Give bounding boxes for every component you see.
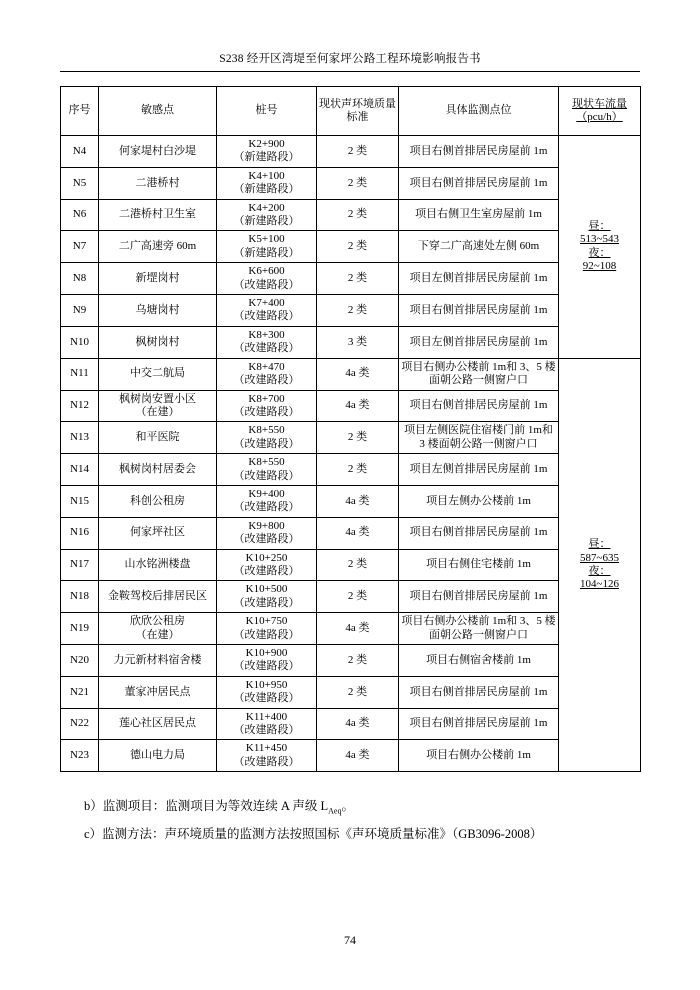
cell-point: 项目左侧首排居民房屋前 1m — [399, 326, 559, 358]
cell-standard: 4a 类 — [317, 390, 399, 422]
traffic-flow-day-label: 昼： — [588, 220, 611, 233]
note-c: c）监测方法：声环境质量的监测方法按照国标《声环境质量标准》（GB3096-2008） — [84, 826, 543, 841]
cell-standard: 2 类 — [317, 263, 399, 295]
cell-pile: K10+950 （改建路段） — [217, 676, 317, 708]
cell-seq: N16 — [61, 517, 99, 549]
table-row — [61, 613, 641, 645]
table-header-row — [61, 87, 641, 136]
cell-standard: 2 类 — [317, 676, 399, 708]
column-header-flow — [559, 87, 641, 136]
cell-pile: K9+400 （改建路段） — [217, 485, 317, 517]
column-header-point — [399, 87, 559, 136]
cell-standard: 4a 类 — [317, 358, 399, 390]
cell-pile: K5+100 （新建路段） — [217, 231, 317, 263]
page-header — [60, 50, 640, 71]
cell-name: 科创公租房 — [99, 485, 217, 517]
cell-point: 项目左侧首排居民房屋前 1m — [399, 263, 559, 295]
cell-name: 枫树岗村居委会 — [99, 454, 217, 486]
table-row — [61, 199, 641, 231]
table-row — [61, 454, 641, 486]
traffic-flow-night-value: 92~108 — [582, 260, 617, 273]
column-header-seq — [61, 87, 99, 136]
cell-seq: N4 — [61, 136, 99, 168]
column-header-standard-label: 现状声环境质量标准 — [319, 97, 396, 123]
table-row — [61, 581, 641, 613]
cell-seq: N15 — [61, 485, 99, 517]
table-row — [61, 740, 641, 772]
cell-seq: N14 — [61, 454, 99, 486]
traffic-flow-day-label: 昼： — [588, 538, 611, 551]
cell-seq: N13 — [61, 422, 99, 454]
cell-pile: K2+900 （新建路段） — [217, 136, 317, 168]
page-number: 74 — [344, 933, 356, 947]
cell-seq: N10 — [61, 326, 99, 358]
table-row — [61, 326, 641, 358]
cell-point: 项目右侧首排居民房屋前 1m — [399, 136, 559, 168]
cell-seq: N5 — [61, 167, 99, 199]
cell-pile: K10+750 （改建路段） — [217, 613, 317, 645]
cell-point: 项目右侧办公楼前 1m — [399, 740, 559, 772]
cell-name: 新堽岗村 — [99, 263, 217, 295]
cell-pile: K8+550 （改建路段） — [217, 422, 317, 454]
cell-standard: 2 类 — [317, 199, 399, 231]
cell-pile: K10+900 （改建路段） — [217, 645, 317, 677]
cell-seq: N7 — [61, 231, 99, 263]
cell-name: 山水铭洲楼盘 — [99, 549, 217, 581]
cell-pile: K8+470 （改建路段） — [217, 358, 317, 390]
traffic-flow-day-value: 513~543 — [580, 233, 619, 246]
cell-pile: K4+100 （新建路段） — [217, 167, 317, 199]
table-row — [61, 263, 641, 295]
cell-point: 项目右侧首排居民房屋前 1m — [399, 517, 559, 549]
cell-seq: N23 — [61, 740, 99, 772]
note-b-pre: b）监测项目：监测项目为等效连续 A 声级 L — [84, 799, 329, 814]
cell-standard: 4a 类 — [317, 517, 399, 549]
cell-seq: N6 — [61, 199, 99, 231]
cell-name: 力元新材料宿舍楼 — [99, 645, 217, 677]
cell-name: 中交二航局 — [99, 358, 217, 390]
cell-seq: N11 — [61, 358, 99, 390]
cell-seq: N22 — [61, 708, 99, 740]
table-row — [61, 485, 641, 517]
header-divider — [60, 71, 640, 72]
table-row — [61, 676, 641, 708]
cell-traffic-flow — [559, 358, 641, 772]
table-row — [61, 549, 641, 581]
cell-standard: 2 类 — [317, 645, 399, 677]
column-header-pile-label: 桩号 — [255, 104, 278, 117]
cell-pile: K9+800 （改建路段） — [217, 517, 317, 549]
cell-point: 项目右侧住宅楼前 1m — [399, 549, 559, 581]
cell-seq: N21 — [61, 676, 99, 708]
cell-point: 项目右侧办公楼前 1m和 3、5 楼面朝公路一侧窗户口 — [399, 358, 559, 390]
column-header-flow-label: 现状车流量（pcu/h） — [572, 97, 627, 123]
notes-section — [60, 794, 640, 847]
column-header-name — [99, 87, 217, 136]
cell-pile: K11+400 （改建路段） — [217, 708, 317, 740]
cell-seq: N19 — [61, 613, 99, 645]
traffic-flow-night-label: 夜： — [588, 564, 611, 577]
cell-pile: K8+300 （改建路段） — [217, 326, 317, 358]
cell-point: 项目右侧宿舍楼前 1m — [399, 645, 559, 677]
cell-pile: K10+250 （改建路段） — [217, 549, 317, 581]
cell-seq: N9 — [61, 295, 99, 327]
cell-point: 项目左侧首排居民房屋前 1m — [399, 454, 559, 486]
cell-pile: K7+400 （改建路段） — [217, 295, 317, 327]
cell-point: 下穿二广高速处左侧 60m — [399, 231, 559, 263]
column-header-pile — [217, 87, 317, 136]
column-header-name-label: 敏感点 — [141, 104, 174, 117]
cell-name: 何家坪社区 — [99, 517, 217, 549]
cell-standard: 2 类 — [317, 454, 399, 486]
table-row — [61, 517, 641, 549]
cell-point: 项目右侧首排居民房屋前 1m — [399, 390, 559, 422]
table-row — [61, 136, 641, 168]
cell-point: 项目左侧医院住宿楼门前 1m和 3 楼面朝公路一侧窗户口 — [399, 422, 559, 454]
cell-name: 二广高速旁 60m — [99, 231, 217, 263]
cell-standard: 4a 类 — [317, 613, 399, 645]
sensitive-points-table — [60, 86, 641, 772]
note-b-post: 。 — [341, 799, 354, 814]
cell-name: 乌塘岗村 — [99, 295, 217, 327]
cell-pile: K11+450 （改建路段） — [217, 740, 317, 772]
cell-pile: K8+550 （改建路段） — [217, 454, 317, 486]
table-row — [61, 390, 641, 422]
cell-name: 枫树岗安置小区 （在建） — [99, 390, 217, 422]
column-header-point-label: 具体监测点位 — [445, 104, 512, 117]
cell-name: 何家堤村白沙堤 — [99, 136, 217, 168]
cell-point: 项目右侧首排居民房屋前 1m — [399, 581, 559, 613]
cell-point: 项目右侧首排居民房屋前 1m — [399, 708, 559, 740]
note-b — [60, 794, 640, 820]
cell-standard: 4a 类 — [317, 708, 399, 740]
cell-standard: 2 类 — [317, 549, 399, 581]
cell-standard: 4a 类 — [317, 485, 399, 517]
header-title: S238 经开区湾堤至何家坪公路工程环境影响报告书 — [219, 53, 481, 65]
table-row — [61, 645, 641, 677]
cell-standard: 2 类 — [317, 422, 399, 454]
cell-standard: 4a 类 — [317, 740, 399, 772]
cell-name: 董家冲居民点 — [99, 676, 217, 708]
table-row — [61, 167, 641, 199]
cell-standard: 2 类 — [317, 167, 399, 199]
cell-name: 莲心社区居民点 — [99, 708, 217, 740]
traffic-flow-night-value: 104~126 — [580, 578, 619, 591]
note-b-subscript: Aeq — [328, 806, 342, 816]
cell-standard: 2 类 — [317, 136, 399, 168]
cell-name: 枫树岗村 — [99, 326, 217, 358]
table-row — [61, 295, 641, 327]
cell-standard: 2 类 — [317, 581, 399, 613]
column-header-standard — [317, 87, 399, 136]
traffic-flow-night-label: 夜： — [588, 246, 611, 259]
traffic-flow-day-value: 587~635 — [580, 551, 619, 564]
cell-point: 项目右侧首排居民房屋前 1m — [399, 167, 559, 199]
cell-seq: N20 — [61, 645, 99, 677]
cell-name: 二港桥村卫生室 — [99, 199, 217, 231]
table-row — [61, 422, 641, 454]
cell-pile: K10+500 （改建路段） — [217, 581, 317, 613]
column-header-seq-label: 序号 — [68, 104, 91, 117]
cell-seq: N8 — [61, 263, 99, 295]
cell-name: 二港桥村 — [99, 167, 217, 199]
cell-point: 项目左侧办公楼前 1m — [399, 485, 559, 517]
cell-seq: N18 — [61, 581, 99, 613]
cell-pile: K8+700 （改建路段） — [217, 390, 317, 422]
cell-seq: N17 — [61, 549, 99, 581]
cell-point: 项目右侧首排居民房屋前 1m — [399, 295, 559, 327]
table-body — [61, 136, 641, 772]
table-row — [61, 358, 641, 390]
cell-pile: K4+200 （新建路段） — [217, 199, 317, 231]
cell-name: 德山电力局 — [99, 740, 217, 772]
cell-name: 和平医院 — [99, 422, 217, 454]
table-row — [61, 231, 641, 263]
cell-standard: 3 类 — [317, 326, 399, 358]
cell-pile: K6+600 （改建路段） — [217, 263, 317, 295]
cell-standard: 2 类 — [317, 231, 399, 263]
cell-point: 项目右侧首排居民房屋前 1m — [399, 676, 559, 708]
table-row — [61, 708, 641, 740]
cell-seq: N12 — [61, 390, 99, 422]
cell-standard: 2 类 — [317, 295, 399, 327]
cell-traffic-flow — [559, 136, 641, 359]
cell-name: 金鞍驾校后排居民区 — [99, 581, 217, 613]
cell-point: 项目右侧卫生室房屋前 1m — [399, 199, 559, 231]
cell-name: 欣欣公租房 （在建） — [99, 613, 217, 645]
cell-point: 项目右侧办公楼前 1m和 3、5 楼面朝公路一侧窗户口 — [399, 613, 559, 645]
